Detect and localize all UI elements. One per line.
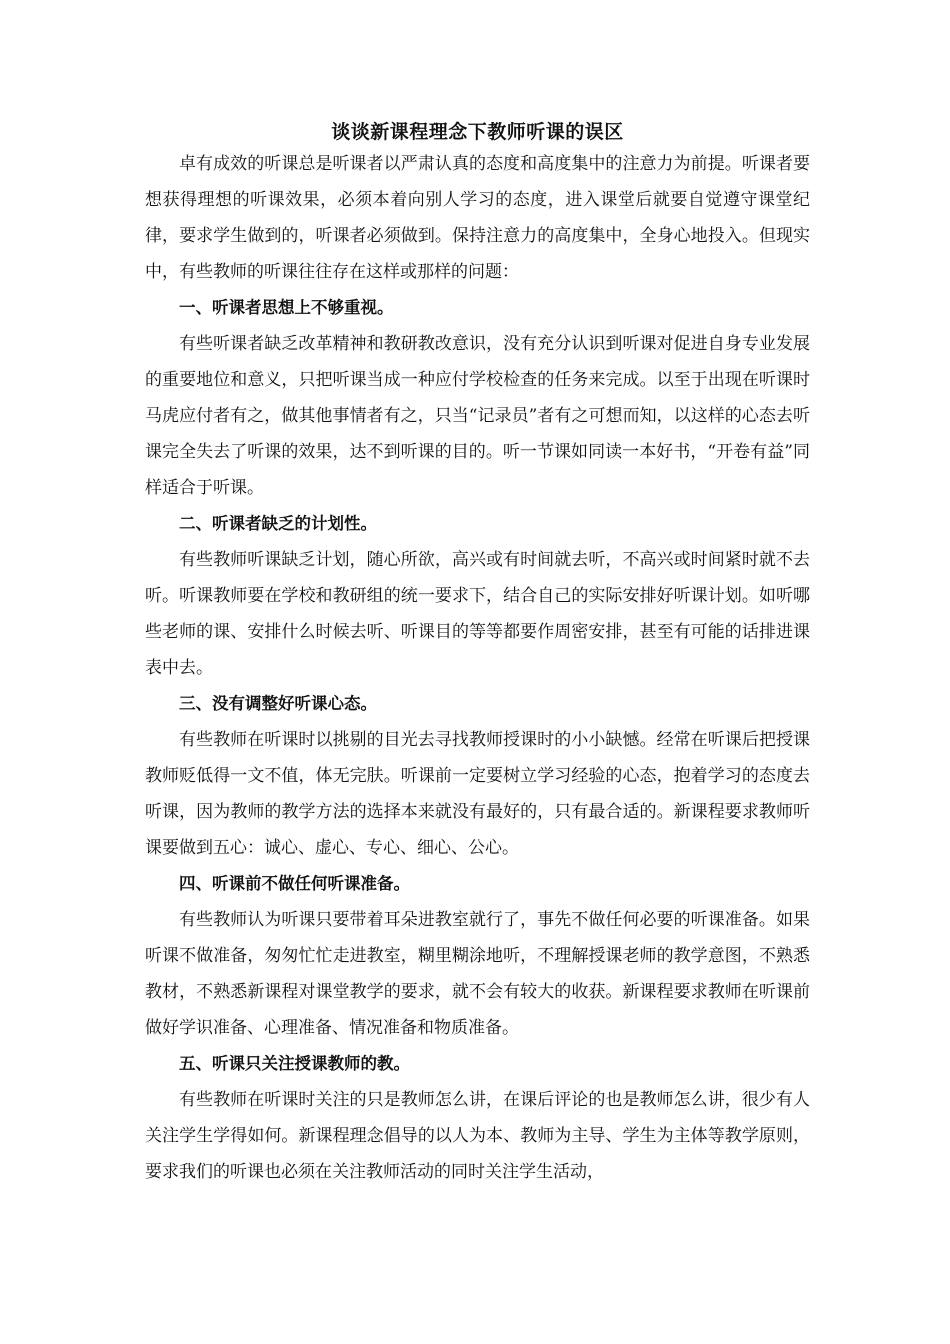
section-heading-4: 四、听课前不做任何听课准备。: [179, 874, 410, 893]
section-heading-2: 二、听课者缺乏的计划性。: [179, 514, 377, 533]
section-heading-5: 五、听课只关注授课教师的教。: [179, 1054, 410, 1073]
document-page: [145, 118, 810, 1190]
section-heading-3: 三、没有调整好听课心态。: [179, 694, 377, 713]
document-title: 谈谈新课程理念下教师听课的误区: [331, 121, 624, 143]
section-body-2: 有些教师听课缺乏计划，随心所欲，高兴或有时间就去听，不高兴或时间紧时就不去听。听课教师要在学校和教研组的统一要求下，结合自己的实际安排好听课计划。如听哪些老师的课、安排什么时候去听、听课目的等等都要作周密安排，甚至有可能的话排进课表中去。: [145, 550, 810, 678]
section-body-1: 有些听课者缺乏改革精神和教研教改意识，没有充分认识到听课对促进自身专业发展的重要地位和意义，只把听课当成一种应付学校检查的任务来完成。以至于出现在听课时马虎应付者有之，做其他事情者有之，只当“记录员”者有之可想而知，以这样的心态去听课完全失去了听课的效果，达不到听课的目的。听一节课如同读一本好书，“开卷有益”同样适合于听课。: [145, 334, 810, 498]
section-body-3: 有些教师在听课时以挑剔的目光去寻找教师授课时的小小缺憾。经常在听课后把授课教师贬低得一文不值，体无完肤。听课前一定要树立学习经验的心态，抱着学习的态度去听课，因为教师的教学方法的选择本来就没有最好的，只有最合适的。新课程要求教师听课要做到五心：诚心、虚心、专心、细心、公心。: [145, 730, 810, 858]
intro-paragraph: 卓有成效的听课总是听课者以严肃认真的态度和高度集中的注意力为前提。听课者要想获得理想的听课效果，必须本着向别人学习的态度，进入课堂后就要自觉遵守课堂纪律，要求学生做到的，听课者必须做到。保持注意力的高度集中，全身心地投入。但现实中，有些教师的听课往往存在这样或那样的问题：: [145, 154, 810, 282]
section-body-5: 有些教师在听课时关注的只是教师怎么讲，在课后评论的也是教师怎么讲，很少有人关注学生学得如何。新课程理念倡导的以人为本、教师为主导、学生为主体等教学原则，要求我们的听课也必须在关注教师活动的同时关注学生活动，: [145, 1090, 810, 1182]
section-heading-1: 一、听课者思想上不够重视。: [179, 298, 394, 317]
section-body-4: 有些教师认为听课只要带着耳朵进教室就行了，事先不做任何必要的听课准备。如果听课不做准备，匆匆忙忙走进教室，糊里糊涂地听，不理解授课老师的教学意图，不熟悉教材，不熟悉新课程对课堂教学的要求，就不会有较大的收获。新课程要求教师在听课前做好学识准备、心理准备、情况准备和物质准备。: [145, 910, 810, 1038]
